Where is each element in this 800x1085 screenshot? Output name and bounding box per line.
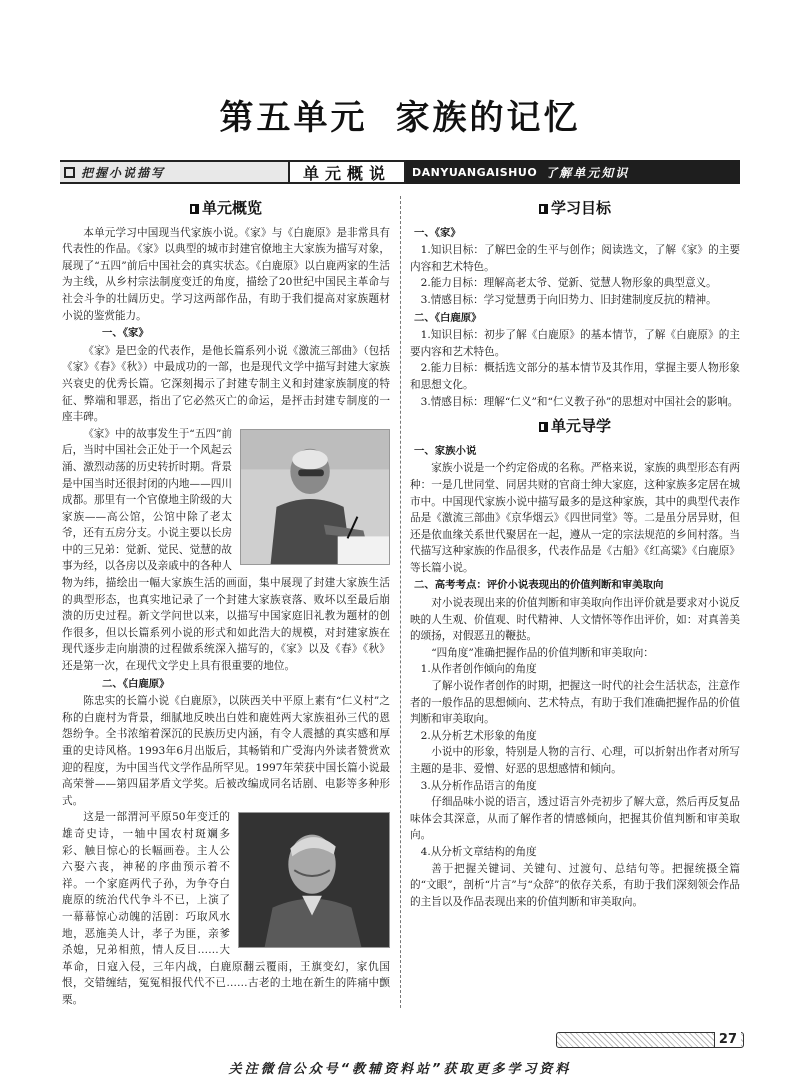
- goal-jia-item: 3.情感目标：学习觉慧勇于向旧势力、旧封建制度反抗的精神。: [420, 293, 717, 306]
- banner-pinyin: DANYUANGAISHUO: [412, 165, 538, 179]
- angle-text: 善于把握关键词、关键句、过渡句、总结句等。把握统摄全篇的“文眼”，剖析“片言”与“众辞”的依存关系，有助于我们深刻领会作品的主旨以及作品表现出来的价值判断和审美取向。: [410, 862, 740, 908]
- section-marker-icon: [539, 204, 548, 214]
- overview-text: 本单元学习中国现当代家族小说。《家》与《白鹿原》是非常具有代表性的作品。《家》以典型的城市封建官僚地主大家族为描写对象，展现了“五四”前后中国社会的真实状态。《白鹿原》以白鹿两家的生活为主线，从乡村宗法制度变迁的角度，描绘了20世纪中国民主革命与社会斗争的壮阔历史。学习这两部作品，有助于我们提高对家族题材小说的鉴赏能力。: [62, 226, 390, 322]
- angle-text: 仔细品味小说的语言，透过语言外壳初步了解大意，然后再反复品味体会其深意，从而了解作者的情感倾向，把握其价值判断和审美取向。: [410, 796, 740, 842]
- section-marker-icon: [539, 422, 548, 432]
- angle-heading: 3.从分析作品语言的角度: [420, 779, 537, 792]
- exam-point-subheading: 二、高考考点：评价小说表现出的价值判断和审美取向: [414, 579, 664, 592]
- angle-text: 了解小说作者创作的时期，把握这一时代的社会生活状态，注意作者的一般作品的思想倾向、艺术特点，有助于我们准确把握作品的价值判断和审美取向。: [410, 680, 740, 726]
- bly-paragraph-1: 陈忠实的长篇小说《白鹿原》，以陕西关中平原上素有“仁义村”之称的白鹿村为背景，细腻地反映出白姓和鹿姓两大家族祖孙三代的恩怨纷争。全书浓缩着深沉的民族历史内涵，有令人震撼的真实感和厚重的史诗风格。1993年6月出版后，其畅销和广受海内外读者赞赏欢迎的程度，为中国当代文学作品所罕见。1997年荣获中国长篇小说最高荣誉——第四届茅盾文学奖。后被改编成同名话剧、电影等多种形式。: [62, 695, 390, 807]
- unit-theme: 家族的记忆: [395, 98, 581, 138]
- left-column: [62, 198, 390, 1009]
- page-number: 27: [714, 1032, 741, 1047]
- banner-right: [406, 160, 740, 184]
- banner-center: 单元概说: [288, 160, 406, 184]
- section-marker-icon: [190, 204, 199, 214]
- jia-paragraph-1: 《家》是巴金的代表作，是他长篇系列小说《激流三部曲》（包括《家》《春》《秋》）中最成功的一部，也是现代文学中描写封建大家族兴衰史的优秀长篇。它深刻揭示了封建专制主义和封建家族制度的特征、弊端和罪恶，指出了它必然灭亡的命运，是抨击封建专制度的一座丰碑。: [62, 344, 390, 424]
- angle-text: 小说中的形象，特别是人物的言行、心理，可以折射出作者对所写主题的是非、爱憎、好恶的思想感情和倾向。: [410, 746, 740, 775]
- goal-bly-subheading: 二、《白鹿原》: [414, 311, 482, 324]
- goal-jia-item: 1.知识目标：了解巴金的生平与创作；阅读选文，了解《家》的主要内容和艺术特色。: [410, 244, 740, 273]
- banner-right-label: 了解单元知识: [545, 165, 630, 180]
- goal-bly-item: 1.知识目标：初步了解《白鹿原》的基本情节，了解《白鹿原》的主要内容和艺术特色。: [410, 329, 740, 358]
- four-angles-intro: “四角度”准确把握作品的价值判断和审美取向：: [431, 646, 654, 659]
- chen-zhongshi-photo: [238, 812, 390, 948]
- angle-heading: 4.从分析文章结构的角度: [420, 845, 537, 858]
- section-banner: [60, 160, 740, 184]
- column-divider: [400, 196, 401, 1008]
- right-column: [410, 198, 740, 910]
- banner-left-label: 把握小说描写: [81, 165, 166, 180]
- angle-heading: 1.从作者创作倾向的角度: [420, 663, 537, 676]
- square-icon: [64, 167, 75, 178]
- footer-note: 关注微信公众号“教辅资料站”获取更多学习资料: [228, 1062, 572, 1077]
- unit-number: 第五单元: [219, 98, 368, 138]
- family-novel-text: 家族小说是一个约定俗成的名称。严格来说，家族的典型形态有两种：一是几世同堂、同居共财的官商士绅大家庭，这种家族多定居在城市中。中国现代家族小说中描写最多的是这种家族，其中的典型代表作品是《激流三部曲》《京华烟云》《四世同堂》等。二是虽分居异财，但还是依血缘关系世代聚居在一起，遵从一定的宗法规范的乡间村落。当代描写这种家族的作品很多，代表作品是《古船》《红高粱》《白鹿原》等长篇小说。: [410, 462, 740, 574]
- ba-jin-photo: [240, 429, 390, 565]
- page-number-box: [556, 1032, 744, 1048]
- family-novel-subheading: 一、家族小说: [414, 444, 477, 457]
- bly-subheading: 二、《白鹿原》: [102, 677, 170, 690]
- overview-heading: 单元概览: [62, 200, 390, 219]
- bly-paragraph-2: 这是一部渭河平原50年变迁的雄奇史诗，一轴中国农村斑斓多彩、触目惊心的长幅画卷。主人公六娶六丧，神秘的序曲预示着不祥。一个家庭两代子孙，为争夺白鹿原的统治代代争斗不已，上演了一幕幕惊心动魄的活剧：巧取风水地，恶施美人计，孝子为匪，亲爹杀媳，兄弟相煎，情人反目……大革命，日寇入侵，三年内战，白鹿原翻云覆雨，王旗变幻，家仇国恨，交错缠结，冤冤相报代代不已……古老的土地在新生的阵痛中颤栗。: [62, 811, 390, 1006]
- goal-jia-item: 2.能力目标：理解高老太爷、觉新、觉慧人物形象的典型意义。: [420, 277, 717, 290]
- goal-bly-item: 2.能力目标：概括选文部分的基本情节及其作用，掌握主要人物形象和思想文化。: [410, 362, 740, 391]
- page-title: [0, 90, 800, 139]
- angle-heading: 2.从分析艺术形象的角度: [420, 729, 537, 742]
- guide-heading: 单元导学: [410, 418, 740, 437]
- exam-point-text: 对小说表现出来的价值判断和审美取向作出评价就是要求对小说反映的人生观、价值观、时代精神、人文情怀等作出评价，如：对真善美的颂扬，对假恶丑的鞭挞。: [410, 597, 740, 643]
- banner-left: [60, 160, 288, 184]
- jia-subheading: 一、《家》: [102, 327, 149, 340]
- goal-bly-item: 3.情感目标：理解“仁义”和“仁义教子孙”的思想对中国社会的影响。: [420, 395, 739, 408]
- goals-heading: 学习目标: [410, 200, 740, 219]
- jia-paragraph-2: 《家》中的故事发生于“五四”前后，当时中国社会正处于一个风起云涌、激烈动荡的历史转折时期。背景是中国当时还很封闭的内地——四川成都。那里有一个官僚地主阶级的大家族——高公馆，公馆中除了老太爷，还有五房分支。小说主要以长房中的三兄弟：觉新、觉民、觉慧的故事为经，以各房以及亲戚中的各种人物为纬，描绘出一幅大家族生活的画面，集中展现了封建大家族生活的典型形态，也真实地记录了一个封建大家族衰落、败坏以至最后崩溃的历史过程。新文学问世以来，以描写中国家庭旧礼教为题材的创作很多，但以长篇系列小说的形式和如此浩大的规模，对封建家族在现代逐步走向崩溃的过程做系统深入描写的，《家》以及《春》《秋》还是第一次，在现代文学史上具有很重要的地位。: [62, 427, 390, 673]
- goal-jia-subheading: 一、《家》: [414, 226, 461, 239]
